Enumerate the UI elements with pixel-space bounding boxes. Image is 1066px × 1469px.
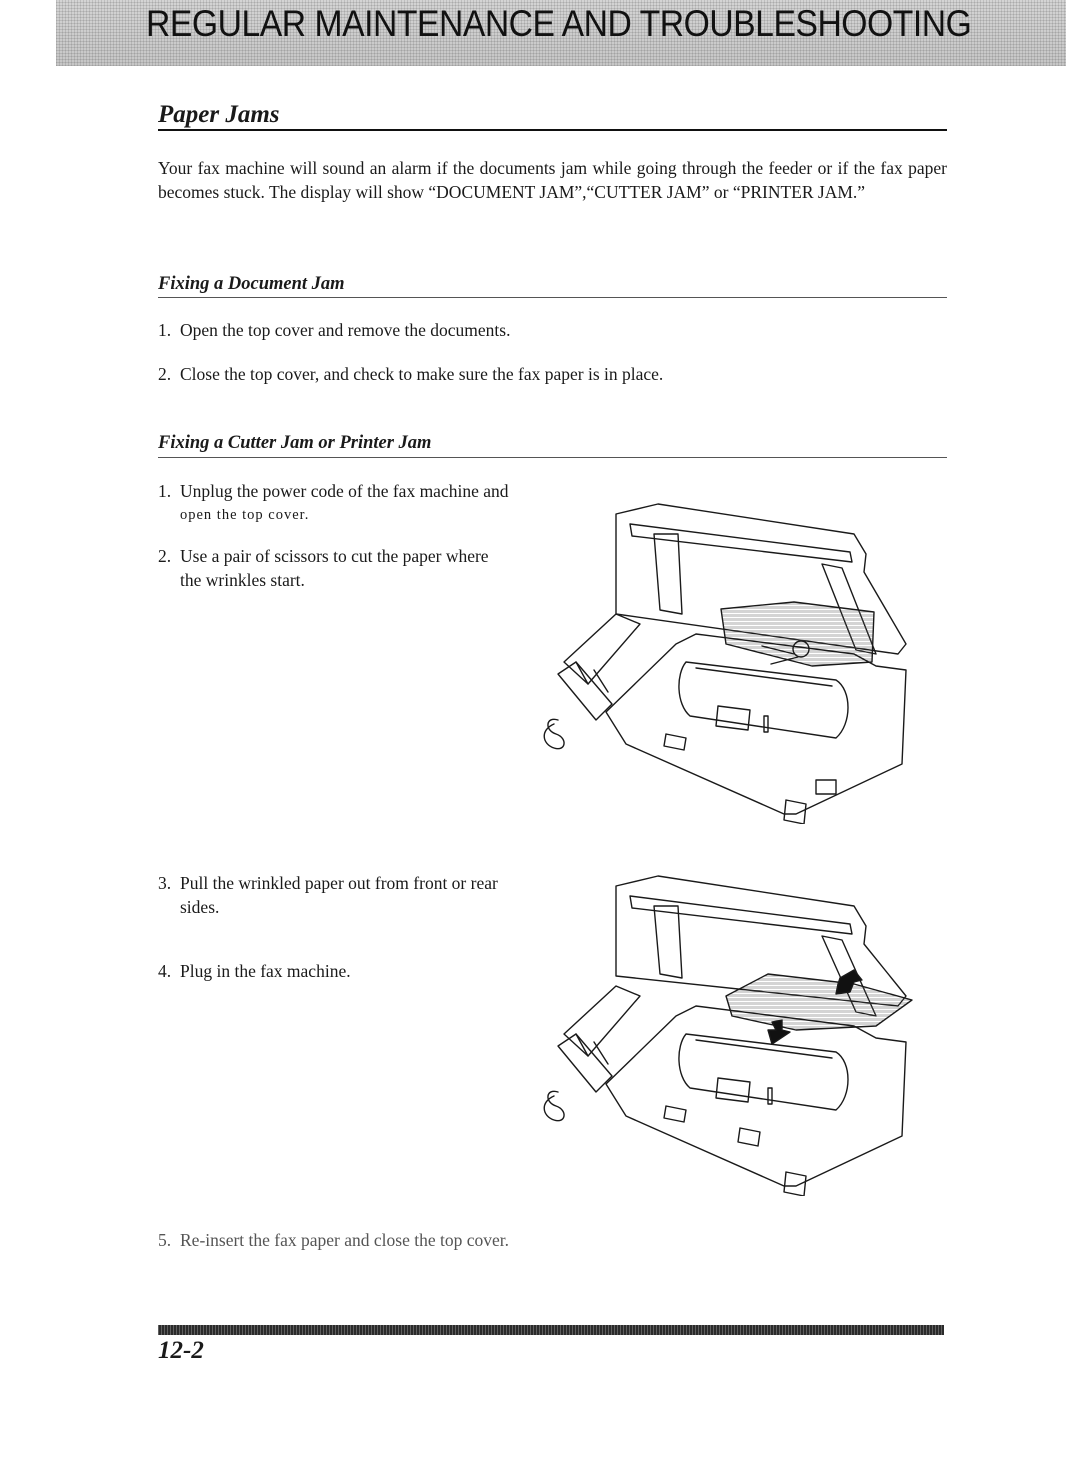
step-text: Use a pair of scissors to cut the paper where <box>180 546 489 566</box>
cutter-jam-step-1 <box>158 479 509 527</box>
section-rule <box>158 129 947 131</box>
cover-hinge-left <box>654 906 682 978</box>
handset-top <box>564 986 640 1056</box>
indicator-slot <box>768 1088 772 1104</box>
document-jam-step-1 <box>158 318 510 342</box>
step-text-continued: the wrinkles start. <box>180 570 305 590</box>
step-text: Pull the wrinkled paper out from front or rear <box>180 873 498 893</box>
paper-roll <box>679 1034 848 1110</box>
cutter-jam-step-2 <box>158 544 489 592</box>
intro-paragraph: Your fax machine will sound an alarm if the documents jam while going through the feeder or if the fax paper becomes stuck. The display will show “DOCUMENT JAM”,“CUTTER JAM” or “PRINTER JAM.” <box>158 158 947 202</box>
cover-roller <box>630 896 852 934</box>
section-title: Paper Jams <box>158 101 280 128</box>
step-text: Open the top cover and remove the documents. <box>180 320 511 340</box>
step-number: 4. <box>158 961 172 981</box>
indicator-window <box>716 1078 750 1102</box>
machine-base <box>606 1006 906 1186</box>
cover-hinge-left <box>654 534 682 614</box>
chapter-title: REGULAR MAINTENANCE AND TROUBLESHOOTING <box>146 3 972 44</box>
page-number: 12-2 <box>158 1337 204 1364</box>
step-text: Plug in the fax machine. <box>180 961 351 981</box>
step-number: 1. <box>158 481 172 501</box>
document-jam-step-2 <box>158 362 663 386</box>
step-text: Close the top cover, and check to make sure the fax paper is in place. <box>180 364 664 384</box>
cutter-jam-step-5 <box>158 1228 509 1252</box>
footer-bar <box>158 1325 944 1335</box>
document-jam-rule <box>158 297 947 298</box>
front-tab-left <box>664 1106 686 1122</box>
foot <box>784 1172 806 1196</box>
handset-body <box>558 662 612 720</box>
fax-machine-open-cover-illustration <box>536 494 926 824</box>
cutter-jam-rule <box>158 457 947 458</box>
coiled-cord <box>544 719 564 748</box>
step-text: Unplug the power code of the fax machine and <box>180 481 509 501</box>
foot <box>784 800 806 824</box>
step-number: 5. <box>158 1230 172 1250</box>
step-number: 2. <box>158 546 172 566</box>
front-tab <box>738 1128 760 1146</box>
handset-body <box>558 1034 612 1092</box>
handset-top <box>564 614 640 684</box>
step-text: Re-insert the fax paper and close the top cover. <box>180 1230 509 1250</box>
cutter-jam-title: Fixing a Cutter Jam or Printer Jam <box>158 433 432 453</box>
front-tab <box>816 780 836 794</box>
document-jam-title: Fixing a Document Jam <box>158 274 345 294</box>
front-tab-left <box>664 734 686 750</box>
indicator-slot <box>764 716 768 732</box>
cover-roller <box>630 524 852 562</box>
cutter-jam-step-3 <box>158 871 498 919</box>
cutter-jam-step-4 <box>158 959 351 983</box>
step-text-continued: sides. <box>180 897 220 917</box>
indicator-window <box>716 706 750 730</box>
fax-machine-paper-removal-illustration <box>536 866 926 1196</box>
step-number: 3. <box>158 873 172 893</box>
step-text-continued: open the top cover. <box>180 507 310 523</box>
coiled-cord <box>544 1091 564 1120</box>
step-number: 2. <box>158 364 172 384</box>
chapter-banner <box>56 0 1066 66</box>
step-number: 1. <box>158 320 172 340</box>
